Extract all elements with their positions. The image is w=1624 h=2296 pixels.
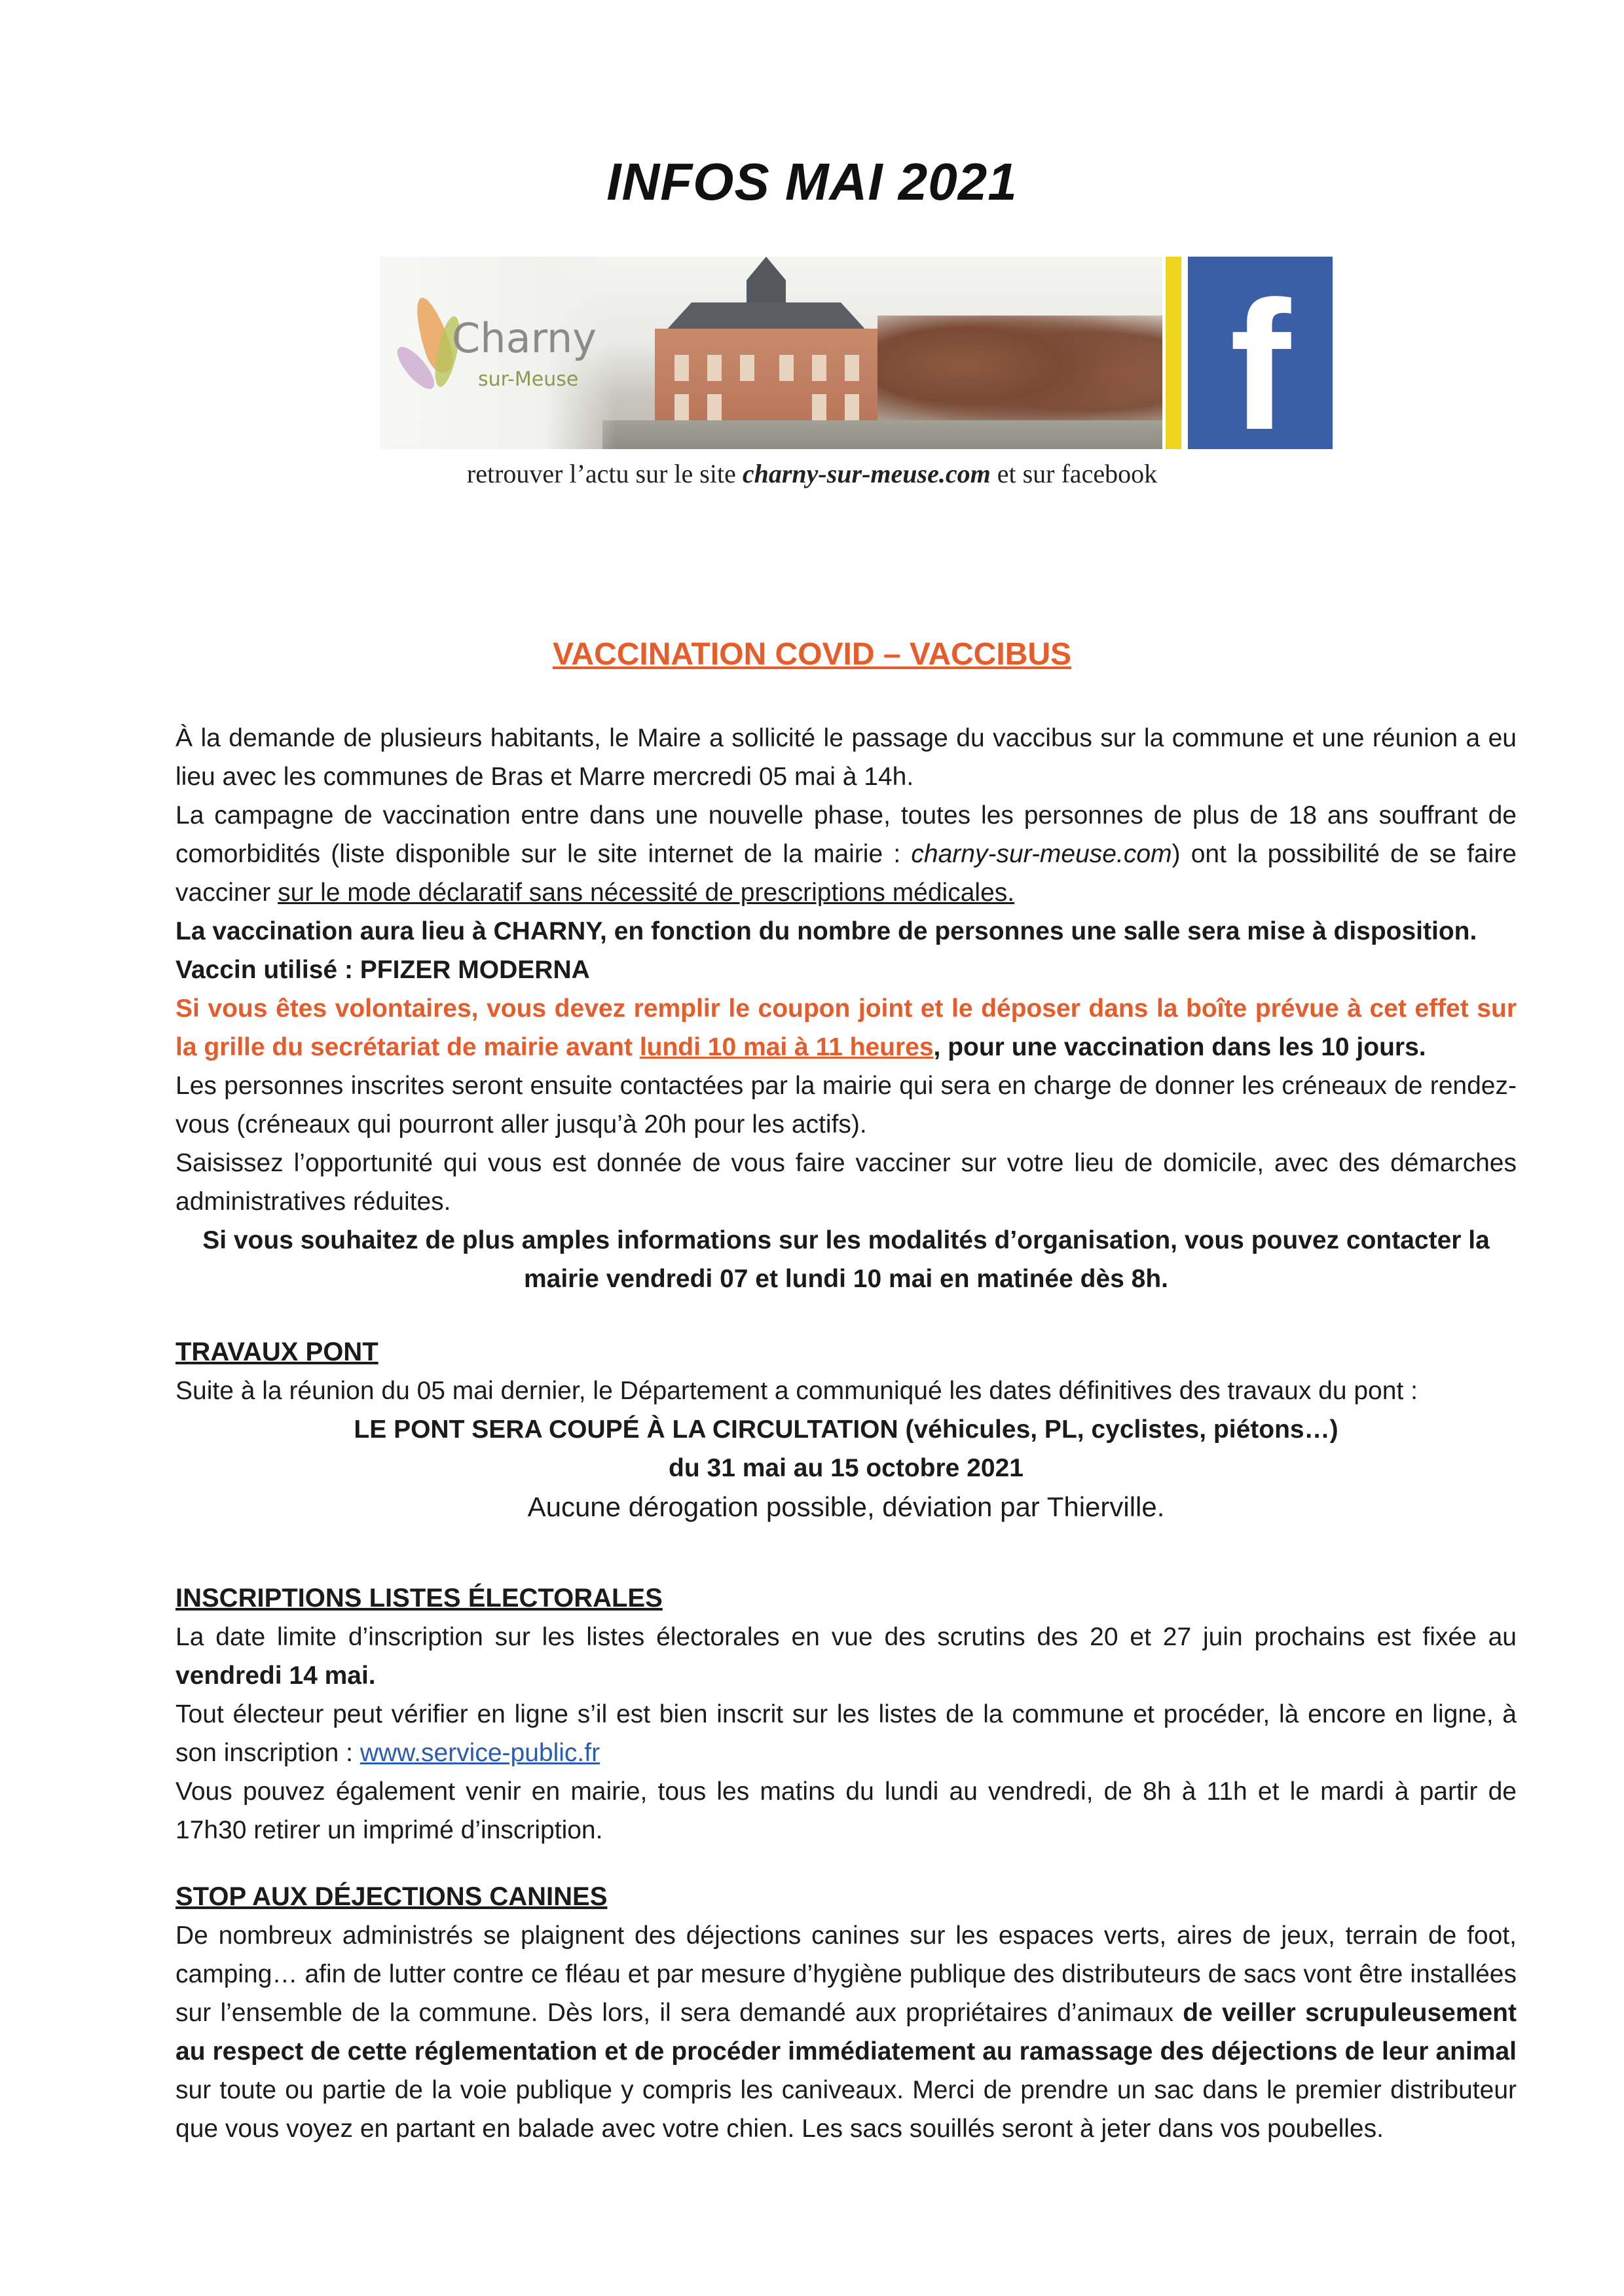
vaccination-paragraph-3: La vaccination aura lieu à CHARNY, en fonction du nombre de personnes une salle sera mise à disposition. (175, 917, 1477, 945)
vaccination-paragraph-6: Les personnes inscrites seront ensuite contactées par la mairie qui sera en charge de donner les créneaux de rendez-vous (créneaux qui pourront aller jusqu’à 20h pour les actifs). (175, 1072, 1517, 1139)
vaccination-p2-site: charny-sur-meuse.com (911, 840, 1172, 868)
canines-heading: STOP AUX DÉJECTIONS CANINES (175, 1882, 608, 1911)
canines-p1-text-b: sur toute ou partie de la voie publique y compris les caniveaux. Merci de prendre un sac dans le premier distributeur que vous voyez en partant en balade avec votre chien. Les sacs souillés seront à jeter dans vos poubelles. (175, 2076, 1517, 2143)
listes-paragraph-3: Vous pouvez également venir en mairie, tous les matins du lundi au vendredi, de 8h à 11h et le mardi à partir de 17h30 retirer un imprimé d’inscription. (175, 1777, 1517, 1844)
vaccination-vaccine: Vaccin utilisé : PFIZER MODERNA (175, 956, 590, 984)
town-hall-photo (380, 257, 1162, 449)
vaccination-p5-orange: Si vous êtes volontaires, vous devez remplir le coupon joint et le déposer dans la boîte prévue à cet effet sur la grille du secrétariat de mairie avant (175, 994, 1517, 1061)
square-ground (602, 420, 1162, 449)
listes-p1-text: La date limite d’inscription sur les listes électorales en vue des scrutins des 20 et 27 juin prochains est fixée au (175, 1623, 1517, 1651)
canines-p1-text: De nombreux administrés se plaignent des déjections canines sur les espaces verts, aires de jeux, terrain de foot, camping… afin de lutter contre ce fléau et par mesure d’hygiène publique des distributeurs de sacs vont être installées sur l’ensemble de la commune. Dès lors, il sera demandé aux propriétaires d’animaux (175, 1922, 1517, 2027)
listes-p1-deadline: vendredi 14 mai. (175, 1662, 376, 1690)
vaccination-p2-text-b: ) ont la possibilité de se faire vacciner (175, 840, 1517, 907)
listes-p2-text: Tout électeur peut vérifier en ligne s’il est bien inscrit sur les listes de la commune et procéder, là encore en ligne, à son inscription : (175, 1700, 1517, 1767)
listes-paragraph-2 (175, 1695, 1517, 1772)
listes-paragraph-1 (175, 1618, 1517, 1695)
caption-text-after: et sur facebook (990, 459, 1158, 488)
vaccination-paragraph-7: Saisissez l’opportunité qui vous est donnée de vous faire vacciner sur votre lieu de domicile, avec des démarches administratives réduites. (175, 1149, 1517, 1216)
vaccination-paragraph-2 (175, 796, 1517, 912)
facebook-icon: f (1229, 264, 1291, 468)
vaccination-section (175, 719, 1517, 1298)
travaux-dates: du 31 mai au 15 octobre 2021 (669, 1454, 1024, 1482)
vaccination-paragraph-8: Si vous souhaitez de plus amples informations sur les modalités d’organisation, vous pouvez contacter la mairie vendredi 07 et lundi 10 mai en matinée dès 8h. (202, 1226, 1490, 1293)
logo-name: Charny (452, 314, 597, 362)
page-title: INFOS MAI 2021 (606, 153, 1018, 211)
town-hall-building (655, 329, 877, 427)
travaux-section (175, 1333, 1517, 1526)
vaccination-heading: VACCINATION COVID – VACCIBUS (552, 637, 1072, 672)
logo-subtitle: sur-Meuse (478, 368, 579, 391)
vaccination-paragraph-5 (175, 989, 1517, 1066)
canines-p1-bold: de veiller scrupuleusement au respect de cette réglementation et de procéder immédiatement au ramassage des déjections de leur animal (175, 1999, 1517, 2066)
caption-text-before: retrouver l’actu sur le site (466, 459, 743, 488)
canines-paragraph (175, 1916, 1517, 2148)
charny-logo (380, 257, 616, 449)
vaccination-p5-black: , pour une vaccination dans les 10 jours. (933, 1033, 1426, 1061)
listes-section (175, 1579, 1517, 1850)
service-public-link[interactable]: www.service-public.fr (360, 1739, 600, 1767)
caption-site[interactable]: charny-sur-meuse.com (742, 459, 991, 488)
travaux-closure: LE PONT SERA COUPÉ À LA CIRCULTATION (véhicules, PL, cyclistes, piétons…) (354, 1415, 1338, 1444)
banner-caption (0, 458, 1624, 489)
vaccination-p2-underlined: sur le mode déclaratif sans nécessité de prescriptions médicales. (278, 879, 1015, 907)
travaux-deviation: Aucune dérogation possible, déviation par Thierville. (527, 1491, 1165, 1522)
yellow-divider-bar (1166, 257, 1181, 449)
header-banner (380, 257, 1333, 468)
travaux-heading: TRAVAUX PONT (175, 1338, 378, 1366)
vaccination-p2-text: La campagne de vaccination entre dans une nouvelle phase, toutes les personnes de plus de 18 ans souffrant de comorbidités (liste disponible sur le site internet de la mairie : (175, 801, 1517, 868)
vaccination-paragraph-1: À la demande de plusieurs habitants, le Maire a sollicité le passage du vaccibus sur la commune et une réunion a eu lieu avec les communes de Bras et Marre mercredi 05 mai à 14h. (175, 724, 1517, 791)
listes-heading: INSCRIPTIONS LISTES ÉLECTORALES (175, 1584, 663, 1613)
vaccination-p5-date: lundi 10 mai à 11 heures (639, 1033, 934, 1061)
travaux-paragraph-1: Suite à la réunion du 05 mai dernier, le Département a communiqué les dates définitives des travaux du pont : (175, 1377, 1418, 1405)
canines-section (175, 1878, 1517, 2148)
